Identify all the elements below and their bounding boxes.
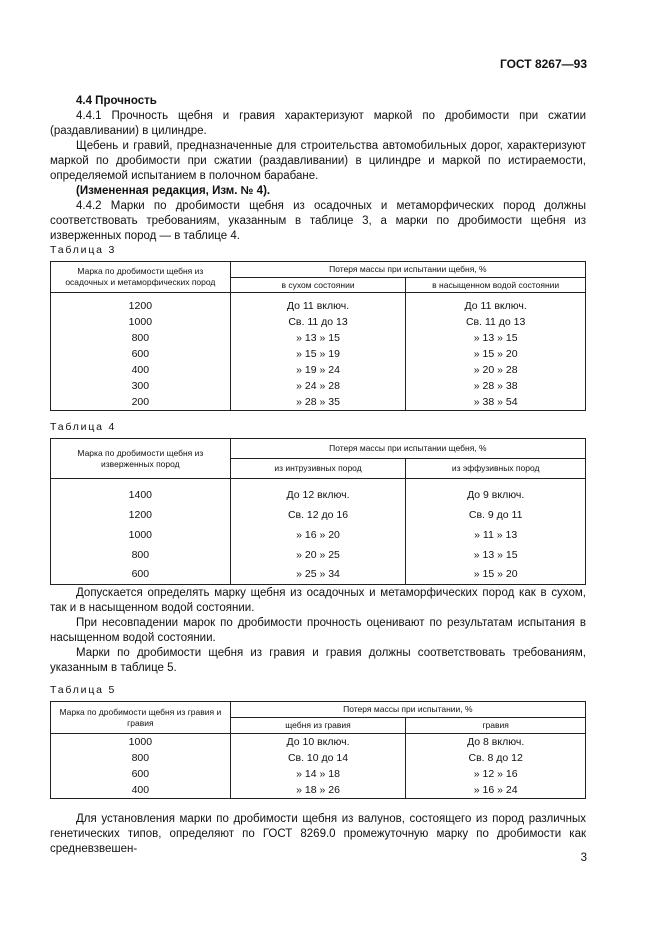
paragraph: Допускается определять марку щебня из осадочных и метаморфических пород как в сухом, так и в насыщенном водой состоянии.	[50, 587, 586, 614]
table-cell: 800	[51, 750, 231, 766]
table-cell: » 15 » 20	[406, 346, 586, 362]
table-row	[51, 766, 586, 782]
table-cell: » 11 » 13	[406, 525, 586, 545]
table-row	[51, 505, 586, 525]
table-row	[51, 330, 586, 346]
table-cell: » 28 » 38	[406, 378, 586, 394]
table-cell: 300	[51, 378, 231, 394]
section-title: 4.4 Прочность	[76, 95, 157, 107]
table-cell: Св. 11 до 13	[406, 314, 586, 330]
paragraph: 4.4.2 Марки по дробимости щебня из осадочных и метаморфических пород должны соответствовать требованиям, указанным в таблице 3, а марки по дробимости щебня из изверженных пород — в таблице 4.	[50, 200, 586, 242]
table-cell: 600	[51, 565, 231, 585]
table-subheader: в сухом состоянии	[230, 278, 406, 293]
table-row	[51, 750, 586, 766]
amendment-note: (Измененная редакция, Изм. № 4).	[76, 185, 271, 197]
table-group-header: Потеря массы при испытании щебня, %	[230, 439, 585, 459]
table-cell: » 20 » 28	[406, 362, 586, 378]
table-cell: » 13 » 15	[406, 330, 586, 346]
table-caption: Таблица 3	[50, 244, 117, 256]
table-cell: 400	[51, 362, 231, 378]
table-4	[50, 438, 586, 585]
table-cell: 1400	[51, 485, 231, 505]
table-subheader: из интрузивных пород	[230, 459, 406, 479]
table-row	[51, 485, 586, 505]
table-subheader: гравия	[406, 718, 586, 734]
table-cell: До 12 включ.	[230, 485, 406, 505]
table-cell: » 20 » 25	[230, 545, 406, 565]
table-cell: До 10 включ.	[230, 734, 406, 751]
table-cell: » 25 » 34	[230, 565, 406, 585]
table-subheader: в насыщенном водой состоянии	[406, 278, 586, 293]
table-cell: Св. 8 до 12	[406, 750, 586, 766]
table-cell: » 12 » 16	[406, 766, 586, 782]
table-cell: До 8 включ.	[406, 734, 586, 751]
table-cell: До 11 включ.	[230, 298, 406, 314]
table-row	[51, 565, 586, 585]
table-cell: » 38 » 54	[406, 394, 586, 411]
table-row	[51, 314, 586, 330]
table-subheader: щебня из гравия	[230, 718, 406, 734]
table-cell: 1200	[51, 298, 231, 314]
table-cell: » 28 » 35	[230, 394, 406, 411]
table-col-header: Марка по дробимости щебня из гравия и гравия	[51, 702, 231, 734]
table-cell: Св. 10 до 14	[230, 750, 406, 766]
section-block	[50, 94, 586, 244]
text-block	[50, 586, 586, 676]
table-cell: Св. 12 до 16	[230, 505, 406, 525]
table-caption: Таблица 4	[50, 421, 117, 433]
table-cell: » 13 » 15	[406, 545, 586, 565]
paragraph: При несовпадении марок по дробимости прочность оценивают по результатам испытания в насыщенном водой состоянии.	[50, 617, 586, 644]
table-cell: 1200	[51, 505, 231, 525]
table-cell: До 11 включ.	[406, 298, 586, 314]
document-id: ГОСТ 8267—93	[499, 57, 587, 71]
table-cell: » 13 » 15	[230, 330, 406, 346]
table-subheader: из эффузивных пород	[406, 459, 586, 479]
table-row	[51, 545, 586, 565]
table-cell: 1000	[51, 525, 231, 545]
table-row	[51, 378, 586, 394]
table-5	[50, 701, 586, 799]
table-cell: 800	[51, 545, 231, 565]
table-row	[51, 734, 586, 751]
table-cell: До 9 включ.	[406, 485, 586, 505]
table-cell: Св. 11 до 13	[230, 314, 406, 330]
table-3	[50, 261, 586, 411]
table-cell: » 16 » 24	[406, 782, 586, 799]
table-cell: » 15 » 20	[406, 565, 586, 585]
table-cell: 1000	[51, 734, 231, 751]
table-row	[51, 298, 586, 314]
table-col-header: Марка по дробимости щебня из изверженных пород	[51, 439, 231, 479]
paragraph: Марки по дробимости щебня из гравия и гравия должны соответствовать требованиям, указанным в таблице 5.	[50, 647, 586, 674]
table-cell: » 15 » 19	[230, 346, 406, 362]
table-group-header: Потеря массы при испытании щебня, %	[230, 262, 585, 278]
table-group-header: Потеря массы при испытании, %	[230, 702, 585, 718]
text-block	[50, 812, 586, 857]
paragraph: 4.4.1 Прочность щебня и гравия характеризуют маркой по дробимости при сжатии (раздавливании) в цилиндре.	[50, 110, 586, 137]
table-row	[51, 362, 586, 378]
paragraph: Щебень и гравий, предназначенные для строительства автомобильных дорог, характеризуют маркой по дробимости при сжатии (раздавливании) в цилиндре и маркой по истираемости, определяемой испытанием в полочном барабане.	[50, 140, 586, 182]
table-cell: 800	[51, 330, 231, 346]
table-cell: 400	[51, 782, 231, 799]
table-cell: » 19 » 24	[230, 362, 406, 378]
table-cell: 200	[51, 394, 231, 411]
table-cell: » 24 » 28	[230, 378, 406, 394]
table-row	[51, 782, 586, 799]
table-row	[51, 394, 586, 411]
table-row	[51, 346, 586, 362]
table-cell: » 14 » 18	[230, 766, 406, 782]
table-cell: 600	[51, 346, 231, 362]
table-cell: » 16 » 20	[230, 525, 406, 545]
table-caption: Таблица 5	[50, 684, 117, 696]
table-cell: 1000	[51, 314, 231, 330]
table-cell: 600	[51, 766, 231, 782]
page-number: 3	[580, 852, 587, 864]
paragraph: Для установления марки по дробимости щебня из валунов, состоящего из пород различных генетических типов, определяют по ГОСТ 8269.0 промежуточную марку по дробимости как средневзвешен-	[50, 813, 586, 855]
table-cell: » 18 » 26	[230, 782, 406, 799]
table-cell: Св. 9 до 11	[406, 505, 586, 525]
table-row	[51, 525, 586, 545]
table-col-header: Марка по дробимости щебня из осадочных и метаморфических пород	[51, 262, 231, 293]
